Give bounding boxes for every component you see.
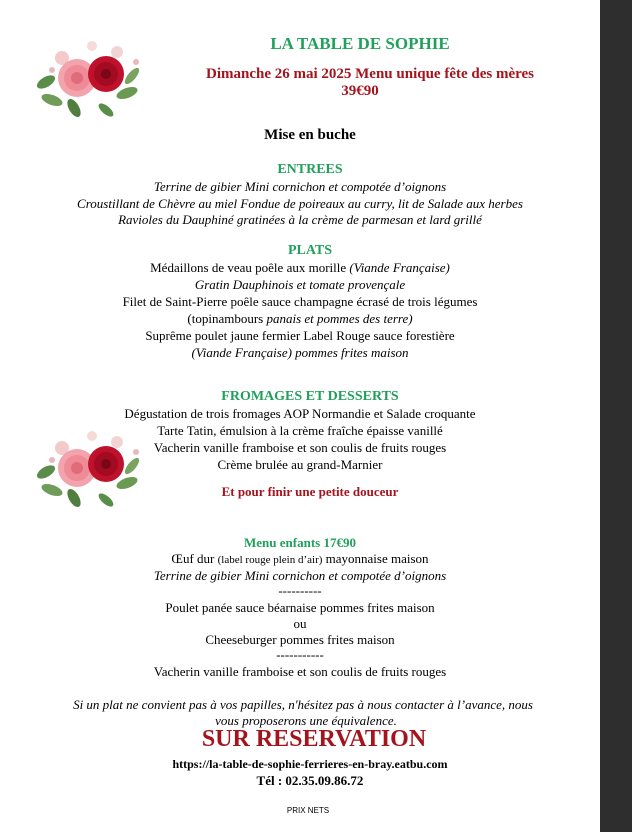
dessert-item: Tarte Tatin, émulsion à la crème fraîche épaisse vanillé	[157, 423, 443, 438]
kids-or: ou	[293, 616, 307, 631]
entree-item: Terrine de gibier Mini cornichon et compotée d’oignons	[153, 179, 447, 194]
prix-nets: PRIX NETS	[286, 806, 330, 815]
kids-text: mayonnaise maison	[322, 551, 429, 566]
finale-line: Et pour finir une petite douceur	[221, 484, 399, 499]
plat-item	[0, 311, 600, 327]
menu-price: 39€90	[341, 83, 379, 99]
dessert-item: Dégustation de trois fromages AOP Normandie et Salade croquante	[124, 406, 476, 421]
kids-item: Vacherin vanille framboise et son coulis de fruits rouges	[153, 664, 447, 679]
plat-text: (topinambours	[187, 311, 267, 326]
plat-item: (Viande Française) pommes frites maison	[191, 345, 409, 360]
desserts-heading: FROMAGES ET DESSERTS	[221, 389, 399, 404]
allergy-note: vous proposerons une équivalence.	[215, 713, 397, 728]
restaurant-title: LA TABLE DE SOPHIE	[270, 34, 450, 53]
kids-separator: -----------	[276, 647, 324, 662]
plat-item: Suprême poulet jaune fermier Label Rouge sauce forestière	[145, 328, 455, 343]
event-subtitle: Dimanche 26 mai 2025 Menu unique fête des mères	[205, 66, 535, 82]
dessert-item: Crème brulée au grand-Marnier	[217, 457, 383, 472]
kids-label-note: (label rouge plein d’air)	[217, 554, 323, 566]
website-link[interactable]: https://la-table-de-sophie-ferrieres-en-bray.eatbu.com	[172, 757, 448, 771]
mise-en-bouche: Mise en buche	[264, 127, 356, 143]
kids-item	[0, 551, 600, 567]
viewer-background	[600, 0, 632, 832]
plat-item: Filet de Saint-Pierre poêle sauce champagne écrasé de trois légumes	[122, 294, 478, 309]
entrees-heading: ENTREES	[277, 162, 343, 177]
kids-separator: ----------	[278, 583, 322, 598]
plat-text-italic: panais et pommes des terre)	[266, 311, 413, 326]
plat-origin: (Viande Française)	[349, 260, 450, 275]
entree-item: Ravioles du Dauphiné gratinées à la crème de parmesan et lard grillé	[118, 212, 482, 227]
plats-heading: PLATS	[287, 243, 333, 258]
reservation-banner: SUR RESERVATION	[201, 726, 427, 752]
allergy-note: Si un plat ne convient pas à vos papilles, n'hésitez pas à nous contacter à l’avance, nous	[73, 697, 533, 712]
dessert-item: Vacherin vanille framboise et son coulis de fruits rouges	[153, 440, 447, 455]
entree-item: Croustillant de Chèvre au miel Fondue de poireaux au curry, lit de Salade aux herbes	[77, 196, 523, 211]
kids-item: Terrine de gibier Mini cornichon et compotée d’oignons	[153, 568, 447, 583]
plat-item	[0, 260, 600, 276]
plat-text: Médaillons de veau poêle aux morille	[150, 260, 350, 275]
kids-item: Poulet panée sauce béarnaise pommes frites maison	[165, 600, 435, 615]
phone-number: Tél : 02.35.09.86.72	[256, 773, 364, 788]
kids-item: Cheeseburger pommes frites maison	[205, 632, 395, 647]
kids-menu-heading: Menu enfants 17€90	[244, 535, 356, 550]
kids-text: Œuf dur	[171, 551, 218, 566]
plat-item: Gratin Dauphinois et tomate provençale	[194, 277, 406, 292]
